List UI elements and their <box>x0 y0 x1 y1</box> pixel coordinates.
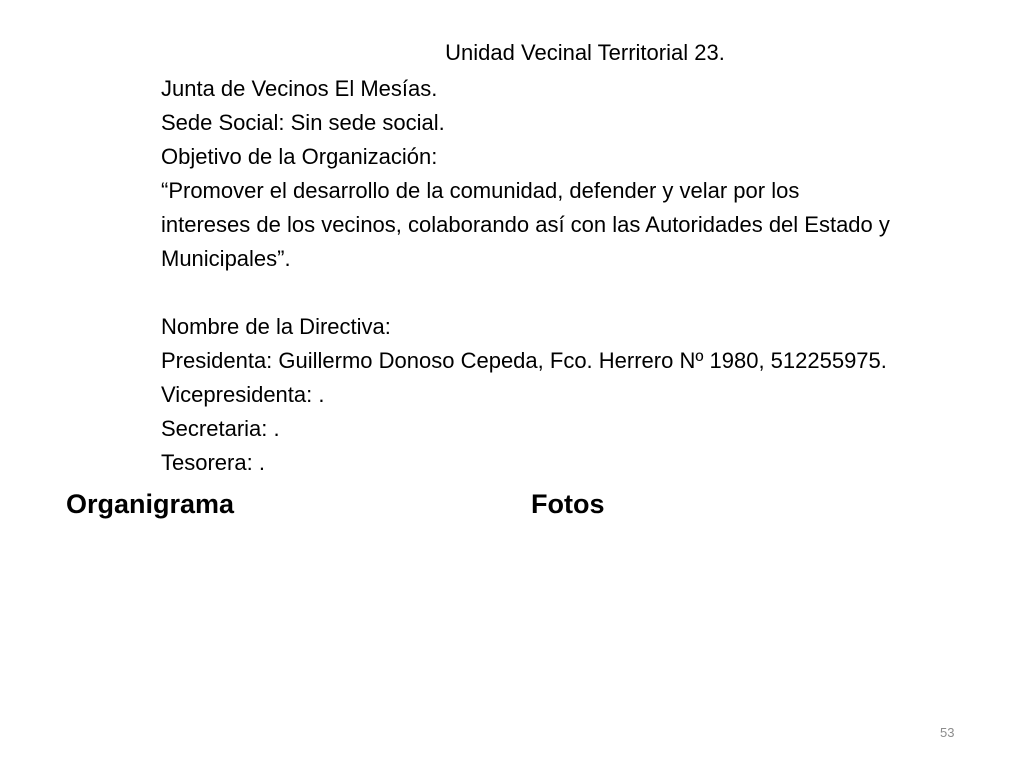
fotos-heading: Fotos <box>531 489 605 519</box>
organization-info <box>161 72 1021 480</box>
directiva-label: Nombre de la Directiva: <box>161 314 391 339</box>
page-number: 53 <box>940 725 955 740</box>
secretaria: Secretaria: . <box>161 416 280 441</box>
presidenta: Presidenta: Guillermo Donoso Cepeda, Fco. Herrero Nº 1980, 512255975. <box>161 348 887 373</box>
tesorera: Tesorera: . <box>161 450 265 475</box>
junta-name: Junta de Vecinos El Mesías. <box>161 76 438 101</box>
vicepresidenta: Vicepresidenta: . <box>161 382 325 407</box>
objetivo-text-line-1: “Promover el desarrollo de la comunidad, defender y velar por los <box>161 178 800 203</box>
objetivo-text-line-2: intereses de los vecinos, colaborando así con las Autoridades del Estado y <box>161 212 890 237</box>
organigrama-heading: Organigrama <box>66 489 235 519</box>
objetivo-label: Objetivo de la Organización: <box>161 144 438 169</box>
sede-social: Sede Social: Sin sede social. <box>161 110 445 135</box>
unit-title: Unidad Vecinal Territorial 23. <box>445 40 725 65</box>
spacer <box>161 276 1021 310</box>
objetivo-text-line-3: Municipales”. <box>161 246 291 271</box>
